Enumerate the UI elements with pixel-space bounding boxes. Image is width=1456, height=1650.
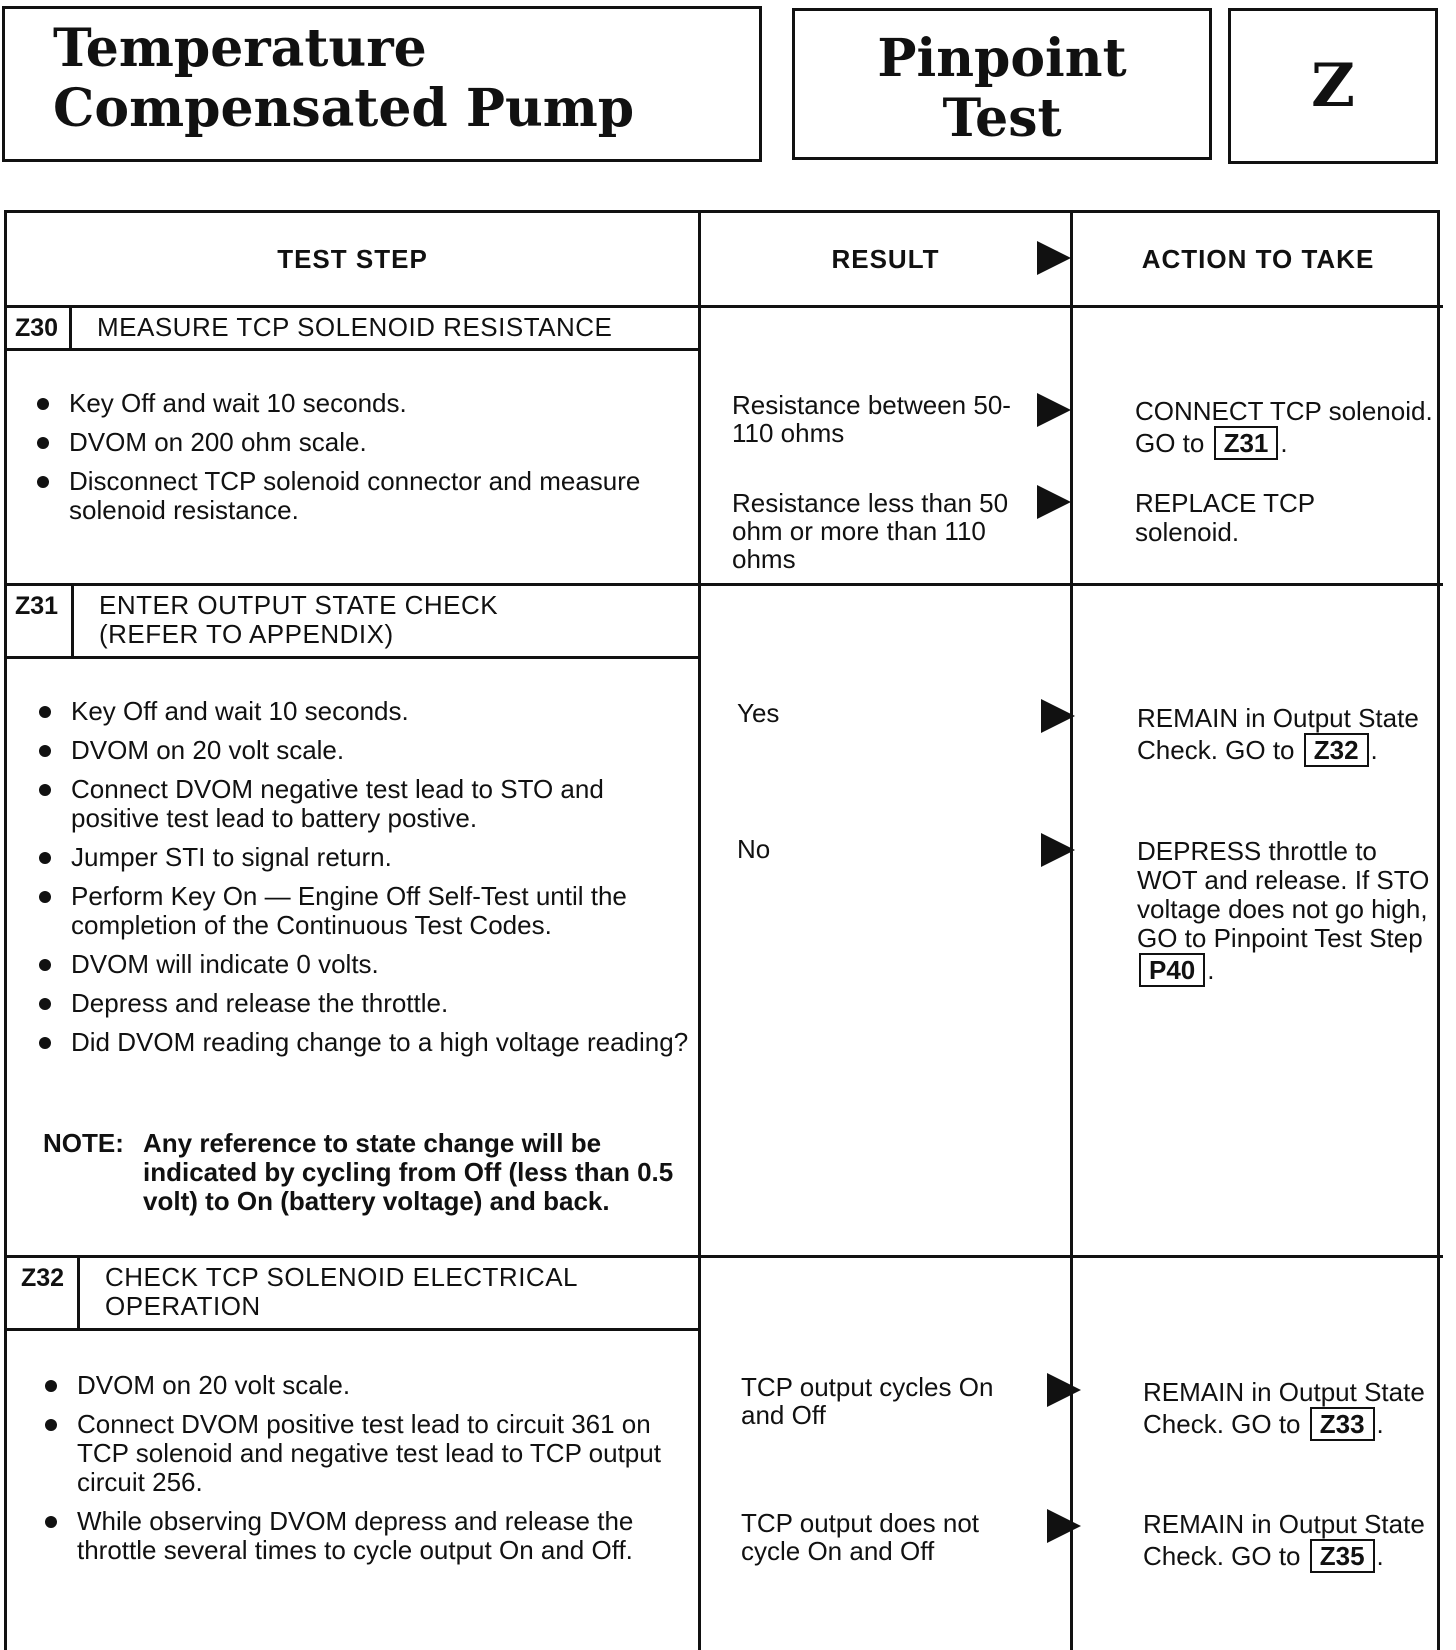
result-arrow-icon: [1041, 699, 1075, 733]
step-title-z30: MEASURE TCP SOLENOID RESISTANCE: [97, 312, 613, 342]
list-item: Perform Key On — Engine Off Self-Test until the completion of the Continuous Test Codes.: [39, 882, 689, 940]
bullet-icon: [39, 745, 51, 757]
result-z32-2: TCP output does not cycle On and Off: [741, 1508, 980, 1566]
bullet-icon: [37, 476, 49, 488]
test-type-line2: Test: [942, 88, 1062, 149]
step-id-divider: [69, 308, 72, 348]
column-divider-result: [698, 213, 701, 1650]
bullet-icon: [37, 398, 49, 410]
note-text: Any reference to state change will be indicated by cycling from Off (less than 0.5 volt) to On (battery voltage) and back.: [143, 1128, 674, 1216]
result-arrow-icon: [1047, 1373, 1081, 1407]
step-title-divider: [7, 1328, 698, 1331]
result-z30-1: Resistance between 50-110 ohms: [732, 390, 1011, 448]
note-label: NOTE:: [43, 1128, 124, 1158]
list-item: Connect DVOM positive test lead to circuit 361 on TCP solenoid and negative test lead to TCP output circuit 256.: [45, 1410, 695, 1497]
list-item: While observing DVOM depress and release the throttle several times to cycle output On and Off.: [45, 1507, 695, 1565]
test-letter-text: Z: [1311, 51, 1355, 121]
result-z30-2: Resistance less than 50 ohm or more than 110 ohms: [732, 488, 1009, 574]
result-arrow-icon: [1037, 485, 1071, 519]
result-z32-1: TCP output cycles On and Off: [741, 1372, 994, 1430]
note-z31: [43, 1129, 683, 1216]
step-title-z31: ENTER OUTPUT STATE CHECK (REFER TO APPENDIX): [99, 590, 499, 649]
list-item: Did DVOM reading change to a high voltage reading?: [39, 1028, 689, 1057]
bullet-icon: [39, 706, 51, 718]
step-divider: [7, 583, 1443, 586]
step-ref-z32[interactable]: Z32: [1304, 733, 1369, 767]
step-title-divider: [7, 348, 698, 351]
column-header-action: ACTION TO TAKE: [1141, 243, 1375, 274]
list-item: Depress and release the throttle.: [39, 989, 689, 1018]
step-ref-z31[interactable]: Z31: [1214, 426, 1279, 460]
step-ref-z35[interactable]: Z35: [1310, 1539, 1375, 1573]
bullet-icon: [45, 1419, 57, 1431]
column-divider-action: [1070, 213, 1073, 1650]
action-z30-2: REPLACE TCP solenoid.: [1135, 488, 1315, 547]
bullet-icon: [37, 437, 49, 449]
action-z30-1: CONNECT TCP solenoid. GO to Z31 .: [1135, 396, 1433, 458]
column-header-result-label: RESULT: [831, 243, 940, 274]
bullet-icon: [45, 1380, 57, 1392]
result-z31-yes: Yes: [737, 698, 780, 728]
list-item: Disconnect TCP solenoid connector and measure solenoid resistance.: [37, 467, 677, 525]
list-item: Jumper STI to signal return.: [39, 843, 689, 872]
bullet-icon: [39, 784, 51, 796]
step-title-z32: CHECK TCP SOLENOID ELECTRICAL OPERATION: [105, 1262, 578, 1321]
procedure-title-line2: Compensated Pump: [53, 78, 635, 139]
list-item: DVOM on 20 volt scale.: [45, 1371, 695, 1400]
pinpoint-test-table: [4, 210, 1440, 1650]
step-id-divider: [71, 586, 74, 656]
list-item: DVOM will indicate 0 volts.: [39, 950, 689, 979]
step-id-divider: [77, 1258, 80, 1328]
step-id-z31: Z31: [15, 592, 59, 620]
step-bullets-z31: [39, 697, 689, 1067]
result-z31-no: No: [737, 834, 771, 864]
list-item: DVOM on 20 volt scale.: [39, 736, 689, 765]
step-ref-p40[interactable]: P40: [1139, 953, 1205, 987]
result-arrow-icon: [1041, 833, 1075, 867]
header-divider: [7, 305, 1443, 308]
step-bullets-z30: [37, 389, 677, 535]
action-z31-no: DEPRESS throttle to WOT and release. If STO voltage does not go high, GO to Pinpoint Test Step P40 .: [1137, 836, 1430, 985]
bullet-icon: [39, 959, 51, 971]
bullet-icon: [45, 1516, 57, 1528]
list-item: DVOM on 200 ohm scale.: [37, 428, 677, 457]
step-bullets-z32: [45, 1371, 695, 1575]
header-arrow-icon: [1037, 241, 1071, 275]
test-type-line1: Pinpoint: [877, 28, 1127, 89]
column-header-test-step: TEST STEP: [277, 243, 428, 274]
procedure-title-line1: Temperature: [53, 18, 427, 79]
step-id-z30: Z30: [15, 314, 59, 342]
test-type-label: [792, 8, 1212, 160]
column-header-result: [701, 213, 1070, 305]
test-letter: [1228, 8, 1438, 164]
bullet-icon: [39, 1037, 51, 1049]
action-z32-2: REMAIN in Output State Check. GO to Z35 .: [1143, 1509, 1425, 1571]
step-title-divider: [7, 656, 698, 659]
list-item: Key Off and wait 10 seconds.: [39, 697, 689, 726]
step-divider: [7, 1255, 1443, 1258]
step-id-z32: Z32: [21, 1264, 65, 1292]
action-z31-yes: REMAIN in Output State Check. GO to Z32 .: [1137, 703, 1419, 765]
bullet-icon: [39, 998, 51, 1010]
step-ref-z33[interactable]: Z33: [1310, 1407, 1375, 1441]
result-arrow-icon: [1037, 393, 1071, 427]
list-item: Key Off and wait 10 seconds.: [37, 389, 677, 418]
action-z32-1: REMAIN in Output State Check. GO to Z33 .: [1143, 1377, 1425, 1439]
bullet-icon: [39, 852, 51, 864]
result-arrow-icon: [1047, 1509, 1081, 1543]
list-item: Connect DVOM negative test lead to STO and positive test lead to battery postive.: [39, 775, 689, 833]
procedure-title: [2, 6, 762, 162]
bullet-icon: [39, 891, 51, 903]
